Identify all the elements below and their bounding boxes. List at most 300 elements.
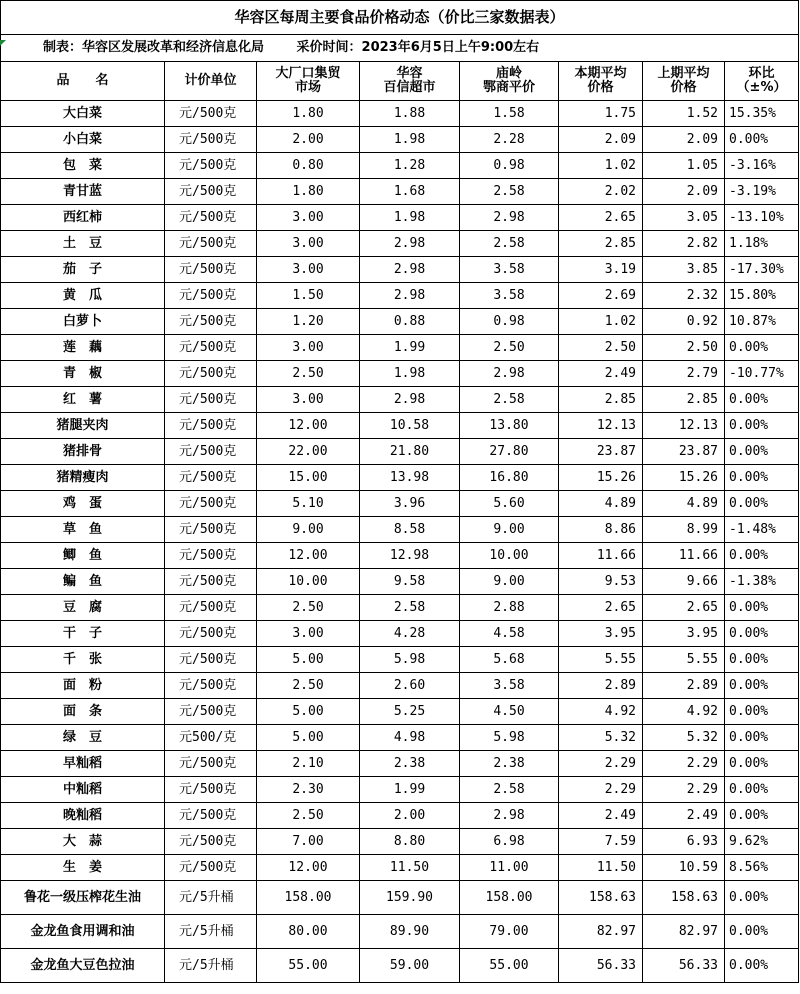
avg-now-price: 5.55: [559, 647, 643, 673]
header-market3: 庙岭 鄂商平价: [460, 62, 559, 101]
market1-price: 2.50: [257, 803, 360, 829]
market3-price: 158.00: [460, 881, 559, 915]
header-unit: 计价单位: [165, 62, 257, 101]
market1-price: 15.00: [257, 465, 360, 491]
market2-price: 2.98: [360, 283, 460, 309]
market2-price: 1.28: [360, 153, 460, 179]
market1-price: 5.00: [257, 725, 360, 751]
market1-price: 5.10: [257, 491, 360, 517]
market3-price: 2.98: [460, 205, 559, 231]
change-percent: 15.35%: [725, 101, 799, 127]
unit-cell: 元/500克: [165, 335, 257, 361]
unit-cell: 元/500克: [165, 283, 257, 309]
avg-prev-price: 15.26: [643, 465, 725, 491]
market2-price: 1.68: [360, 179, 460, 205]
market1-price: 3.00: [257, 257, 360, 283]
unit-cell: 元/500克: [165, 205, 257, 231]
collection-time-text: 采价时间：2023年6月5日上午9:00左右: [296, 40, 540, 56]
avg-now-price: 1.02: [559, 309, 643, 335]
market1-price: 10.00: [257, 569, 360, 595]
table-row: [1, 153, 799, 179]
table-row: [1, 127, 799, 153]
market2-price: 1.98: [360, 127, 460, 153]
avg-prev-price: 11.66: [643, 543, 725, 569]
item-name: 黄 瓜: [1, 283, 165, 309]
market2-price: 59.00: [360, 949, 460, 983]
market2-price: 10.58: [360, 413, 460, 439]
market1-price: 2.50: [257, 673, 360, 699]
market3-price: 2.58: [460, 387, 559, 413]
table-row: [1, 179, 799, 205]
avg-now-price: 2.29: [559, 751, 643, 777]
avg-now-price: 12.13: [559, 413, 643, 439]
table-row: [1, 413, 799, 439]
avg-prev-price: 2.79: [643, 361, 725, 387]
market3-price: 3.58: [460, 283, 559, 309]
avg-prev-price: 2.85: [643, 387, 725, 413]
avg-now-price: 1.02: [559, 153, 643, 179]
change-percent: 0.00%: [725, 413, 799, 439]
market2-price: 1.98: [360, 361, 460, 387]
market1-price: 5.00: [257, 699, 360, 725]
market3-price: 2.98: [460, 803, 559, 829]
change-percent: 0.00%: [725, 725, 799, 751]
header-market2: 华容 百信超市: [360, 62, 460, 101]
market1-price: 12.00: [257, 413, 360, 439]
market1-price: 3.00: [257, 387, 360, 413]
change-percent: 0.00%: [725, 491, 799, 517]
avg-now-price: 11.66: [559, 543, 643, 569]
table-row: [1, 725, 799, 751]
change-percent: 0.00%: [725, 647, 799, 673]
item-name: 红 薯: [1, 387, 165, 413]
item-name: 大 蒜: [1, 829, 165, 855]
market2-price: 1.99: [360, 777, 460, 803]
table-row: [1, 101, 799, 127]
market3-price: 16.80: [460, 465, 559, 491]
market3-price: 2.88: [460, 595, 559, 621]
table-row: [1, 231, 799, 257]
item-name: 千 张: [1, 647, 165, 673]
meta-row: [1, 35, 799, 62]
avg-prev-price: 2.89: [643, 673, 725, 699]
market3-price: 5.98: [460, 725, 559, 751]
change-percent: -1.48%: [725, 517, 799, 543]
avg-now-price: 2.89: [559, 673, 643, 699]
market1-price: 1.50: [257, 283, 360, 309]
change-percent: -17.30%: [725, 257, 799, 283]
avg-prev-price: 6.93: [643, 829, 725, 855]
market1-price: 1.80: [257, 101, 360, 127]
avg-prev-price: 1.05: [643, 153, 725, 179]
unit-cell: 元/500克: [165, 439, 257, 465]
item-name: 鲫 鱼: [1, 543, 165, 569]
market1-price: 3.00: [257, 621, 360, 647]
title-row: [1, 1, 799, 35]
market2-price: 2.38: [360, 751, 460, 777]
header-market1: 大厂口集贸 市场: [257, 62, 360, 101]
avg-now-price: 2.02: [559, 179, 643, 205]
avg-now-price: 3.19: [559, 257, 643, 283]
change-percent: -13.10%: [725, 205, 799, 231]
market3-price: 2.98: [460, 361, 559, 387]
market2-price: 8.80: [360, 829, 460, 855]
market2-price: 1.98: [360, 205, 460, 231]
market2-price: 159.90: [360, 881, 460, 915]
table-row: [1, 465, 799, 491]
market1-price: 158.00: [257, 881, 360, 915]
avg-prev-price: 3.05: [643, 205, 725, 231]
avg-now-price: 11.50: [559, 855, 643, 881]
table-row: [1, 595, 799, 621]
table-row: [1, 777, 799, 803]
unit-cell: 元/500克: [165, 127, 257, 153]
market2-price: 2.00: [360, 803, 460, 829]
market1-price: 2.00: [257, 127, 360, 153]
item-name: 包 菜: [1, 153, 165, 179]
table-row: [1, 803, 799, 829]
table-row: [1, 949, 799, 983]
change-percent: 0.00%: [725, 127, 799, 153]
market3-price: 2.38: [460, 751, 559, 777]
avg-prev-price: 2.49: [643, 803, 725, 829]
avg-prev-price: 2.29: [643, 751, 725, 777]
market1-price: 22.00: [257, 439, 360, 465]
change-percent: 0.00%: [725, 673, 799, 699]
item-name: 茄 子: [1, 257, 165, 283]
change-percent: -1.38%: [725, 569, 799, 595]
avg-prev-price: 10.59: [643, 855, 725, 881]
table-row: [1, 751, 799, 777]
market3-price: 10.00: [460, 543, 559, 569]
avg-prev-price: 82.97: [643, 915, 725, 949]
change-percent: 8.56%: [725, 855, 799, 881]
market3-price: 55.00: [460, 949, 559, 983]
unit-cell: 元/500克: [165, 465, 257, 491]
table-title: 华容区每周主要食品价格动态（价比三家数据表）: [1, 1, 799, 35]
item-name: 鸡 蛋: [1, 491, 165, 517]
market3-price: 0.98: [460, 153, 559, 179]
avg-now-price: 2.85: [559, 387, 643, 413]
table-row: [1, 491, 799, 517]
unit-cell: 元/500克: [165, 595, 257, 621]
market3-price: 0.98: [460, 309, 559, 335]
avg-prev-price: 1.52: [643, 101, 725, 127]
market1-price: 2.50: [257, 595, 360, 621]
table-row: [1, 647, 799, 673]
table-row: [1, 699, 799, 725]
avg-prev-price: 56.33: [643, 949, 725, 983]
item-name: 土 豆: [1, 231, 165, 257]
market1-price: 2.10: [257, 751, 360, 777]
item-name: 莲 藕: [1, 335, 165, 361]
unit-cell: 元/500克: [165, 179, 257, 205]
unit-cell: 元/5升桶: [165, 949, 257, 983]
item-name: 小白菜: [1, 127, 165, 153]
avg-now-price: 9.53: [559, 569, 643, 595]
item-name: 生 姜: [1, 855, 165, 881]
market1-price: 0.80: [257, 153, 360, 179]
item-name: 猪腿夹肉: [1, 413, 165, 439]
item-name: 晚籼稻: [1, 803, 165, 829]
change-percent: 0.00%: [725, 595, 799, 621]
avg-prev-price: 2.82: [643, 231, 725, 257]
avg-now-price: 15.26: [559, 465, 643, 491]
avg-prev-price: 2.50: [643, 335, 725, 361]
avg-now-price: 4.92: [559, 699, 643, 725]
avg-now-price: 23.87: [559, 439, 643, 465]
unit-cell: 元/500克: [165, 699, 257, 725]
item-name: 草 鱼: [1, 517, 165, 543]
market2-price: 2.58: [360, 595, 460, 621]
table-row: [1, 517, 799, 543]
change-percent: -3.19%: [725, 179, 799, 205]
unit-cell: 元/500克: [165, 621, 257, 647]
market2-price: 4.28: [360, 621, 460, 647]
unit-cell: 元/500克: [165, 647, 257, 673]
avg-now-price: 158.63: [559, 881, 643, 915]
avg-prev-price: 5.32: [643, 725, 725, 751]
unit-cell: 元/500克: [165, 543, 257, 569]
item-name: 青甘蓝: [1, 179, 165, 205]
market1-price: 55.00: [257, 949, 360, 983]
unit-cell: 元/500克: [165, 257, 257, 283]
market2-price: 2.98: [360, 387, 460, 413]
unit-cell: 元/500克: [165, 387, 257, 413]
market3-price: 79.00: [460, 915, 559, 949]
table-row: [1, 621, 799, 647]
market3-price: 4.50: [460, 699, 559, 725]
change-percent: 1.18%: [725, 231, 799, 257]
market2-price: 21.80: [360, 439, 460, 465]
unit-cell: 元/500克: [165, 673, 257, 699]
table-row: [1, 855, 799, 881]
meta-cell: [1, 35, 799, 62]
unit-cell: 元/500克: [165, 309, 257, 335]
avg-prev-price: 0.92: [643, 309, 725, 335]
market2-price: 11.50: [360, 855, 460, 881]
table-row: [1, 829, 799, 855]
header-avg-now: 本期平均 价格: [559, 62, 643, 101]
market3-price: 13.80: [460, 413, 559, 439]
unit-cell: 元/500克: [165, 153, 257, 179]
change-percent: 0.00%: [725, 751, 799, 777]
unit-cell: 元/5升桶: [165, 915, 257, 949]
avg-prev-price: 2.09: [643, 127, 725, 153]
market3-price: 27.80: [460, 439, 559, 465]
market1-price: 2.30: [257, 777, 360, 803]
table-row: [1, 361, 799, 387]
unit-cell: 元/500克: [165, 829, 257, 855]
unit-cell: 元/500克: [165, 777, 257, 803]
unit-cell: 元/500克: [165, 491, 257, 517]
unit-cell: 元/500克: [165, 569, 257, 595]
avg-prev-price: 3.85: [643, 257, 725, 283]
market1-price: 9.00: [257, 517, 360, 543]
change-percent: -3.16%: [725, 153, 799, 179]
avg-now-price: 2.50: [559, 335, 643, 361]
market3-price: 11.00: [460, 855, 559, 881]
market3-price: 9.00: [460, 569, 559, 595]
item-name: 西红柿: [1, 205, 165, 231]
unit-cell: 元500/克: [165, 725, 257, 751]
avg-prev-price: 8.99: [643, 517, 725, 543]
change-percent: 0.00%: [725, 949, 799, 983]
market1-price: 2.50: [257, 361, 360, 387]
market1-price: 12.00: [257, 855, 360, 881]
item-name: 豆 腐: [1, 595, 165, 621]
item-name: 绿 豆: [1, 725, 165, 751]
table-row: [1, 283, 799, 309]
item-name: 干 子: [1, 621, 165, 647]
change-percent: 0.00%: [725, 439, 799, 465]
change-percent: 0.00%: [725, 335, 799, 361]
avg-prev-price: 12.13: [643, 413, 725, 439]
avg-now-price: 1.75: [559, 101, 643, 127]
unit-cell: 元/500克: [165, 855, 257, 881]
market3-price: 6.98: [460, 829, 559, 855]
market2-price: 0.88: [360, 309, 460, 335]
avg-now-price: 3.95: [559, 621, 643, 647]
avg-now-price: 2.65: [559, 205, 643, 231]
change-percent: 0.00%: [725, 777, 799, 803]
market2-price: 1.88: [360, 101, 460, 127]
table-row: [1, 335, 799, 361]
market3-price: 3.58: [460, 257, 559, 283]
market1-price: 1.20: [257, 309, 360, 335]
market2-price: 9.58: [360, 569, 460, 595]
avg-prev-price: 2.32: [643, 283, 725, 309]
market3-price: 2.58: [460, 777, 559, 803]
unit-cell: 元/500克: [165, 101, 257, 127]
table-row: [1, 543, 799, 569]
unit-cell: 元/500克: [165, 517, 257, 543]
market1-price: 1.80: [257, 179, 360, 205]
avg-prev-price: 4.92: [643, 699, 725, 725]
market1-price: 3.00: [257, 231, 360, 257]
avg-now-price: 2.09: [559, 127, 643, 153]
header-name: 品 名: [1, 62, 165, 101]
item-name: 白萝卜: [1, 309, 165, 335]
market3-price: 1.58: [460, 101, 559, 127]
table-row: [1, 439, 799, 465]
avg-now-price: 5.32: [559, 725, 643, 751]
avg-prev-price: 3.95: [643, 621, 725, 647]
market1-price: 7.00: [257, 829, 360, 855]
market1-price: 80.00: [257, 915, 360, 949]
market3-price: 2.50: [460, 335, 559, 361]
table-row: [1, 387, 799, 413]
item-name: 面 粉: [1, 673, 165, 699]
market2-price: 2.60: [360, 673, 460, 699]
avg-prev-price: 158.63: [643, 881, 725, 915]
change-percent: 9.62%: [725, 829, 799, 855]
avg-prev-price: 23.87: [643, 439, 725, 465]
market3-price: 9.00: [460, 517, 559, 543]
unit-cell: 元/5升桶: [165, 881, 257, 915]
change-percent: 0.00%: [725, 803, 799, 829]
change-percent: 0.00%: [725, 699, 799, 725]
item-name: 青 椒: [1, 361, 165, 387]
market3-price: 2.58: [460, 231, 559, 257]
change-percent: -10.77%: [725, 361, 799, 387]
table-row: [1, 673, 799, 699]
market2-price: 5.25: [360, 699, 460, 725]
change-percent: 0.00%: [725, 881, 799, 915]
item-name: 金龙鱼食用调和油: [1, 915, 165, 949]
avg-prev-price: 2.65: [643, 595, 725, 621]
item-name: 中籼稻: [1, 777, 165, 803]
market2-price: 5.98: [360, 647, 460, 673]
table-row: [1, 881, 799, 915]
header-row: [1, 62, 799, 101]
avg-prev-price: 5.55: [643, 647, 725, 673]
change-percent: 0.00%: [725, 915, 799, 949]
avg-now-price: 2.49: [559, 803, 643, 829]
unit-cell: 元/500克: [165, 231, 257, 257]
market3-price: 3.58: [460, 673, 559, 699]
market3-price: 2.28: [460, 127, 559, 153]
avg-prev-price: 4.89: [643, 491, 725, 517]
change-percent: 15.80%: [725, 283, 799, 309]
avg-now-price: 7.59: [559, 829, 643, 855]
market2-price: 1.99: [360, 335, 460, 361]
market3-price: 5.60: [460, 491, 559, 517]
change-percent: 0.00%: [725, 543, 799, 569]
unit-cell: 元/500克: [165, 413, 257, 439]
table-row: [1, 569, 799, 595]
market3-price: 5.68: [460, 647, 559, 673]
item-name: 大白菜: [1, 101, 165, 127]
market1-price: 3.00: [257, 335, 360, 361]
market2-price: 2.98: [360, 257, 460, 283]
item-name: 猪排骨: [1, 439, 165, 465]
header-change: 环比 （±%）: [725, 62, 799, 101]
market2-price: 4.98: [360, 725, 460, 751]
avg-now-price: 2.69: [559, 283, 643, 309]
maker-text: 制表：华容区发展改革和经济信息化局: [43, 40, 265, 56]
avg-prev-price: 9.66: [643, 569, 725, 595]
item-name: 面 条: [1, 699, 165, 725]
avg-now-price: 8.86: [559, 517, 643, 543]
market3-price: 4.58: [460, 621, 559, 647]
market2-price: 12.98: [360, 543, 460, 569]
item-name: 金龙鱼大豆色拉油: [1, 949, 165, 983]
market3-price: 2.58: [460, 179, 559, 205]
cell-comment-marker: [0, 40, 6, 46]
table-row: [1, 205, 799, 231]
market2-price: 3.96: [360, 491, 460, 517]
market2-price: 8.58: [360, 517, 460, 543]
market2-price: 13.98: [360, 465, 460, 491]
avg-prev-price: 2.29: [643, 777, 725, 803]
avg-now-price: 2.29: [559, 777, 643, 803]
change-percent: 10.87%: [725, 309, 799, 335]
unit-cell: 元/500克: [165, 803, 257, 829]
table-row: [1, 257, 799, 283]
market1-price: 12.00: [257, 543, 360, 569]
unit-cell: 元/500克: [165, 361, 257, 387]
avg-prev-price: 2.09: [643, 179, 725, 205]
avg-now-price: 82.97: [559, 915, 643, 949]
market2-price: 89.90: [360, 915, 460, 949]
header-avg-prev: 上期平均 价格: [643, 62, 725, 101]
change-percent: 0.00%: [725, 621, 799, 647]
table-row: [1, 309, 799, 335]
item-name: 鳊 鱼: [1, 569, 165, 595]
item-name: 早籼稻: [1, 751, 165, 777]
avg-now-price: 2.49: [559, 361, 643, 387]
